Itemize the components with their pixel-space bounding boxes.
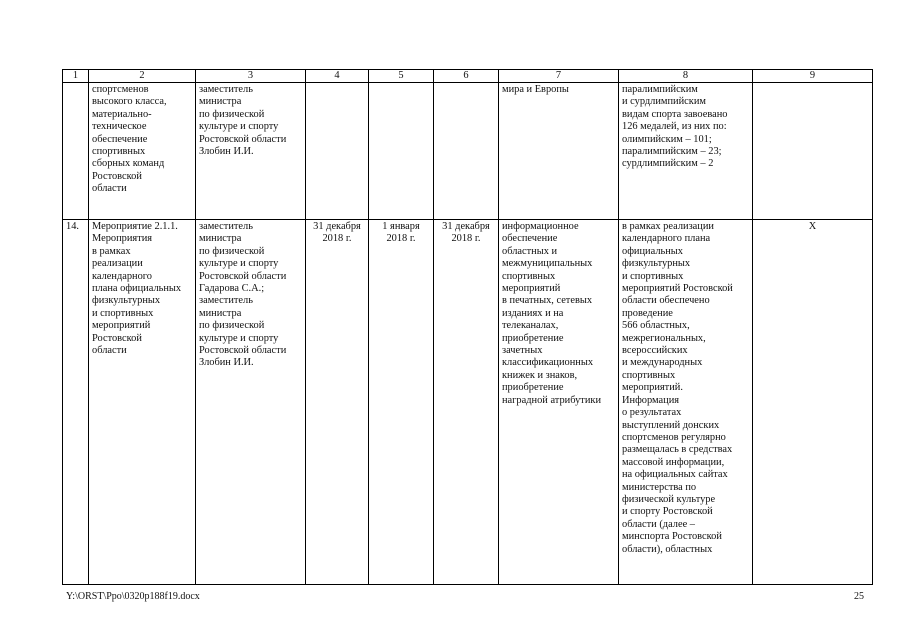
row-number-cell	[63, 83, 89, 220]
row-number-cell: 14.	[63, 220, 89, 585]
activity-name-cell: спортсменов высокого класса, материально- техническое обеспечение спортивных сборных команд Ростовской области	[89, 83, 196, 220]
table-row	[63, 220, 873, 585]
column-number-cell: 7	[499, 70, 619, 83]
start-date-cell	[369, 83, 434, 220]
column-number-cell: 9	[753, 70, 873, 83]
column-number-cell: 1	[63, 70, 89, 83]
column-number-row	[63, 70, 873, 83]
column-number-cell: 8	[619, 70, 753, 83]
column-number-cell: 2	[89, 70, 196, 83]
activity-name-cell: Мероприятие 2.1.1. Мероприятия в рамках реализации календарного плана официальных физкультурных и спортивных мероприятий Ростовской области	[89, 220, 196, 585]
table-row	[63, 83, 873, 220]
planned-date-cell: 31 декабря 2018 г.	[306, 220, 369, 585]
planned-date-cell	[306, 83, 369, 220]
responsible-cell: заместитель министра по физической культуре и спорту Ростовской области Злобин И.И.	[196, 83, 306, 220]
responsible-cell: заместитель министра по физической культуре и спорту Ростовской области Гадарова С.А.; заместитель министра по физической культуре и спорту Ростовской области Злобин И.И.	[196, 220, 306, 585]
planned-result-cell: мира и Европы	[499, 83, 619, 220]
page-number: 25	[854, 591, 864, 602]
actual-result-cell: паралимпийским и сурдлимпийским видам спорта завоевано 126 медалей, из них по: олимпийским – 101; паралимпийским – 23; сурдлимпийским – 2	[619, 83, 753, 220]
reason-cell	[753, 83, 873, 220]
footer-file-path: Y:\ORST\Ppo\0320p188f19.docx	[66, 591, 200, 602]
column-number-cell: 3	[196, 70, 306, 83]
column-number-cell: 5	[369, 70, 434, 83]
start-date-cell: 1 января 2018 г.	[369, 220, 434, 585]
end-date-cell: 31 декабря 2018 г.	[434, 220, 499, 585]
planned-result-cell: информационное обеспечение областных и межмуниципальных спортивных мероприятий в печатных, сетевых изданиях и на телеканалах, приобретение зачетных классификационных книжек и знаков, приобретение наградной атрибутики	[499, 220, 619, 585]
end-date-cell	[434, 83, 499, 220]
column-number-cell: 6	[434, 70, 499, 83]
column-number-cell: 4	[306, 70, 369, 83]
document-table	[62, 69, 873, 585]
reason-cell: Х	[753, 220, 873, 585]
actual-result-cell: в рамках реализации календарного плана официальных физкультурных и спортивных мероприятий Ростовской области обеспечено проведение 566 областных, межрегиональных, всероссийских и международных спортивных мероприятий. Информация о результатах выступлений донских спортсменов регулярно размещалась в средствах массовой информации, на официальных сайтах министерства по физической культуре и спорту Ростовской области (далее – минспорта Ростовской области), областных	[619, 220, 753, 585]
